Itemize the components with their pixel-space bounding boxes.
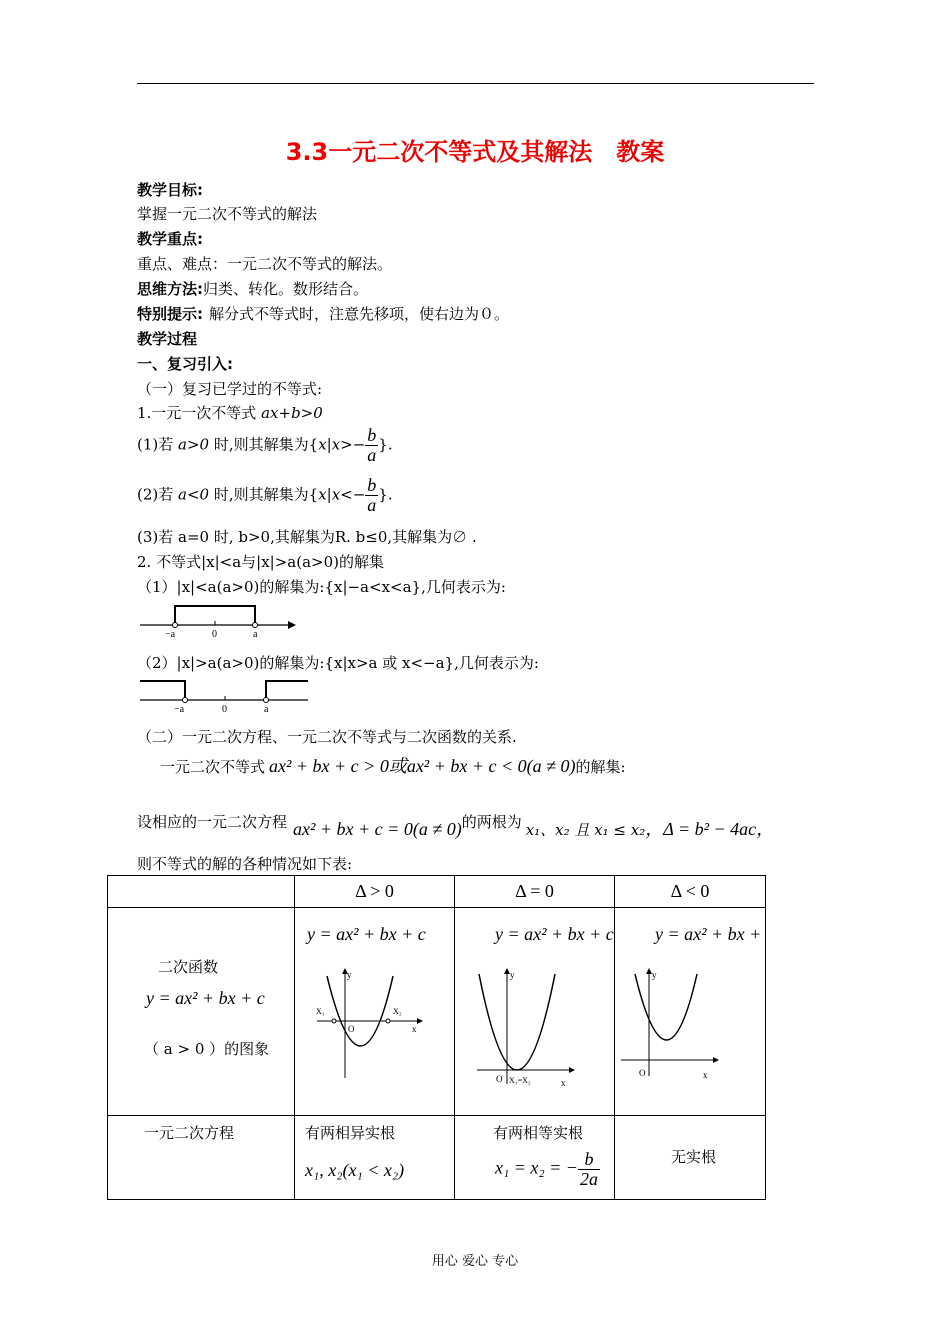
label-origin: O [639,1068,646,1078]
header-empty-cell [108,876,295,908]
label-y: y [652,970,657,980]
item1-expr: ax+b>0 [261,404,323,422]
graph-cell-delta-zero [455,908,615,1116]
fraction-denominator: a [367,444,377,465]
graph-row-label [108,908,295,1116]
tip-text: 解分式不等式时，注意先移项，使右边为０。 [209,305,510,323]
label-a: a [253,629,258,640]
graph1-parabola-two-roots [313,966,423,1081]
graph2-formula: y = ax² + bx + c [495,924,614,944]
table-header-row [108,876,766,908]
label-x: x [561,1078,566,1088]
open-point-neg [183,698,188,703]
label-x1-equals-x2: X₁=X₂ [509,1076,531,1085]
label-y: y [347,970,352,980]
header-delta-positive [295,876,455,908]
line1-expr: ax² + bx + c > 0或ax² + bx + c < 0(a ≠ 0) [269,756,576,776]
sub2-line1 [160,752,626,778]
case1-set: x|x>− [318,435,366,454]
header-delta-negative [615,876,766,908]
line2-expr: ax² + bx + c = 0(a ≠ 0) [293,819,462,839]
line2-delta: ，Δ = b² − 4ac， [645,819,775,839]
section1-title: 一、复习引入: [137,355,233,373]
equal-roots-fraction [578,1150,600,1189]
fraction-numerator: b [367,475,377,495]
open-point-pos [264,698,269,703]
equal-roots-expr: x₁ = x₂ = − [495,1157,578,1178]
fraction-denominator: a [367,494,377,515]
table-row-equation [108,1116,766,1200]
label-origin: O [496,1074,503,1084]
quadratic-equation-label: 一元二次方程 [144,1124,235,1142]
table-row-graph [108,908,766,1116]
quadratic-function-label: 二次函数 [158,958,219,976]
tip-label: 特别提示: [137,305,203,323]
open-point-pos [253,623,258,628]
case2-pre: (2)若 [137,485,179,504]
delta-positive-label: Δ > 0 [355,881,394,901]
item1-head-text: 1.一元一次不等式 [137,404,262,422]
line2-roots: x₁、x₂ 且 x₁ ≤ x₂ [525,821,646,839]
label-x: x [412,1024,417,1034]
sub2-title: （二）一元二次方程、一元二次不等式与二次函数的关系. [137,728,517,746]
method-line [137,278,368,299]
method-text: 归类、转化。数形结合。 [203,280,369,298]
parabola-curve [327,976,393,1046]
label-x: x [703,1070,708,1080]
label-y: y [510,970,515,980]
graph-cell-delta-positive [295,908,455,1116]
root-point-1 [332,1019,336,1023]
number-line-outside [138,675,313,717]
case1-end: }. [378,435,393,454]
line1-pre: 一元二次不等式 [160,758,266,776]
method-label: 思维方法: [137,280,203,298]
open-point-neg [173,623,178,628]
parabola-curve [635,974,697,1040]
left-ray [140,681,185,700]
parabola-curve [479,974,555,1070]
graph-condition-label: （ a > 0 ）的图象 [144,1040,270,1058]
item1-case2 [137,476,393,515]
item2-head: 2. 不等式|x|<a与|x|>a(a>0)的解集 [137,553,384,571]
line2-pre: 设相应的一元二次方程 [137,813,288,831]
equation-cell-delta-zero [455,1116,615,1200]
equation-cell-delta-negative [615,1116,766,1200]
relation-table [107,875,766,1200]
equation-cell-delta-positive [295,1116,455,1200]
x-axis-arrow [417,1018,423,1024]
no-real-roots-text: 无实根 [671,1148,717,1166]
graph-cell-delta-negative [615,908,766,1116]
quadratic-function-formula: y = ax² + bx + c [146,988,265,1008]
goal-text: 掌握一元二次不等式的解法 [137,205,318,223]
root-point-2 [386,1019,390,1023]
line2-mid: 的两根为 [461,813,522,831]
fraction-numerator: b [367,425,377,445]
line1-post: 的解集: [575,758,626,776]
page-title: 3.3一元二次不等式及其解法 教案 [285,138,665,166]
graph1-formula: y = ax² + bx + c [307,924,426,944]
sub2-line3: 则不等式的解的各种情况如下表: [137,855,353,873]
x-axis-arrow [713,1057,719,1063]
item1-case1 [137,426,393,465]
section1-sub: （一）复习已学过的不等式: [137,380,323,398]
delta-negative-label: Δ < 0 [670,881,710,901]
case1-fraction [365,426,378,465]
two-distinct-roots-formula: x₁, x₂(x₁ < x₂) [305,1160,405,1180]
fraction-numerator: b [578,1150,600,1170]
page-footer: 用心 爱心 专心 [431,1254,519,1269]
two-distinct-roots-text: 有两相异实根 [305,1124,396,1142]
label-neg-a: −a [174,704,185,715]
fraction-denominator: 2a [579,1168,598,1189]
key-text: 重点、难点：一元二次不等式的解法。 [137,255,393,273]
label-origin: O [348,1024,355,1034]
equation-row-label [108,1116,295,1200]
delta-zero-label: Δ = 0 [515,881,554,901]
case2-cond: a<0 [178,485,210,504]
tip-line [137,303,509,324]
case2-mid: 时,则其解集为{ [209,485,319,504]
case1-cond: a>0 [178,435,210,454]
process-label: 教学过程 [137,330,198,348]
item1-head [137,402,323,423]
item1-case3: (3)若 a=0 时, b>0,其解集为R. b≤0,其解集为∅ . [137,528,477,546]
case2-set: x|x<− [318,485,366,504]
case2-end: }. [378,485,393,504]
number-line-inside [138,600,298,642]
label-a: a [264,704,269,715]
axis-arrow [288,621,296,629]
label-zero: 0 [212,629,217,640]
header-delta-zero [455,876,615,908]
label-x1: X₁ [316,1007,325,1016]
graph3-parabola-no-root [619,966,729,1096]
x-axis-arrow [569,1067,575,1073]
graph2-parabola-one-root [473,966,583,1096]
goal-label: 教学目标: [137,181,203,199]
case1-mid: 时,则其解集为{ [209,435,319,454]
label-neg-a: −a [165,629,176,640]
two-equal-roots-formula [495,1150,600,1189]
item2-p2: （2）|x|>a(a>0)的解集为:{x|x>a 或 x<−a},几何表示为: [137,654,539,672]
graph3-formula: y = ax² + bx + [655,924,762,944]
label-zero: 0 [222,704,227,715]
two-equal-roots-text: 有两相等实根 [493,1124,584,1142]
key-label: 教学重点: [137,230,203,248]
case2-fraction [365,476,378,515]
right-ray [266,681,308,700]
header-rule [137,83,814,84]
case1-pre: (1)若 [137,435,179,454]
item2-p1: （1）|x|<a(a>0)的解集为:{x|−a<x<a},几何表示为: [137,578,506,596]
sub2-line2 [137,807,775,839]
label-x2: X₂ [393,1007,402,1016]
